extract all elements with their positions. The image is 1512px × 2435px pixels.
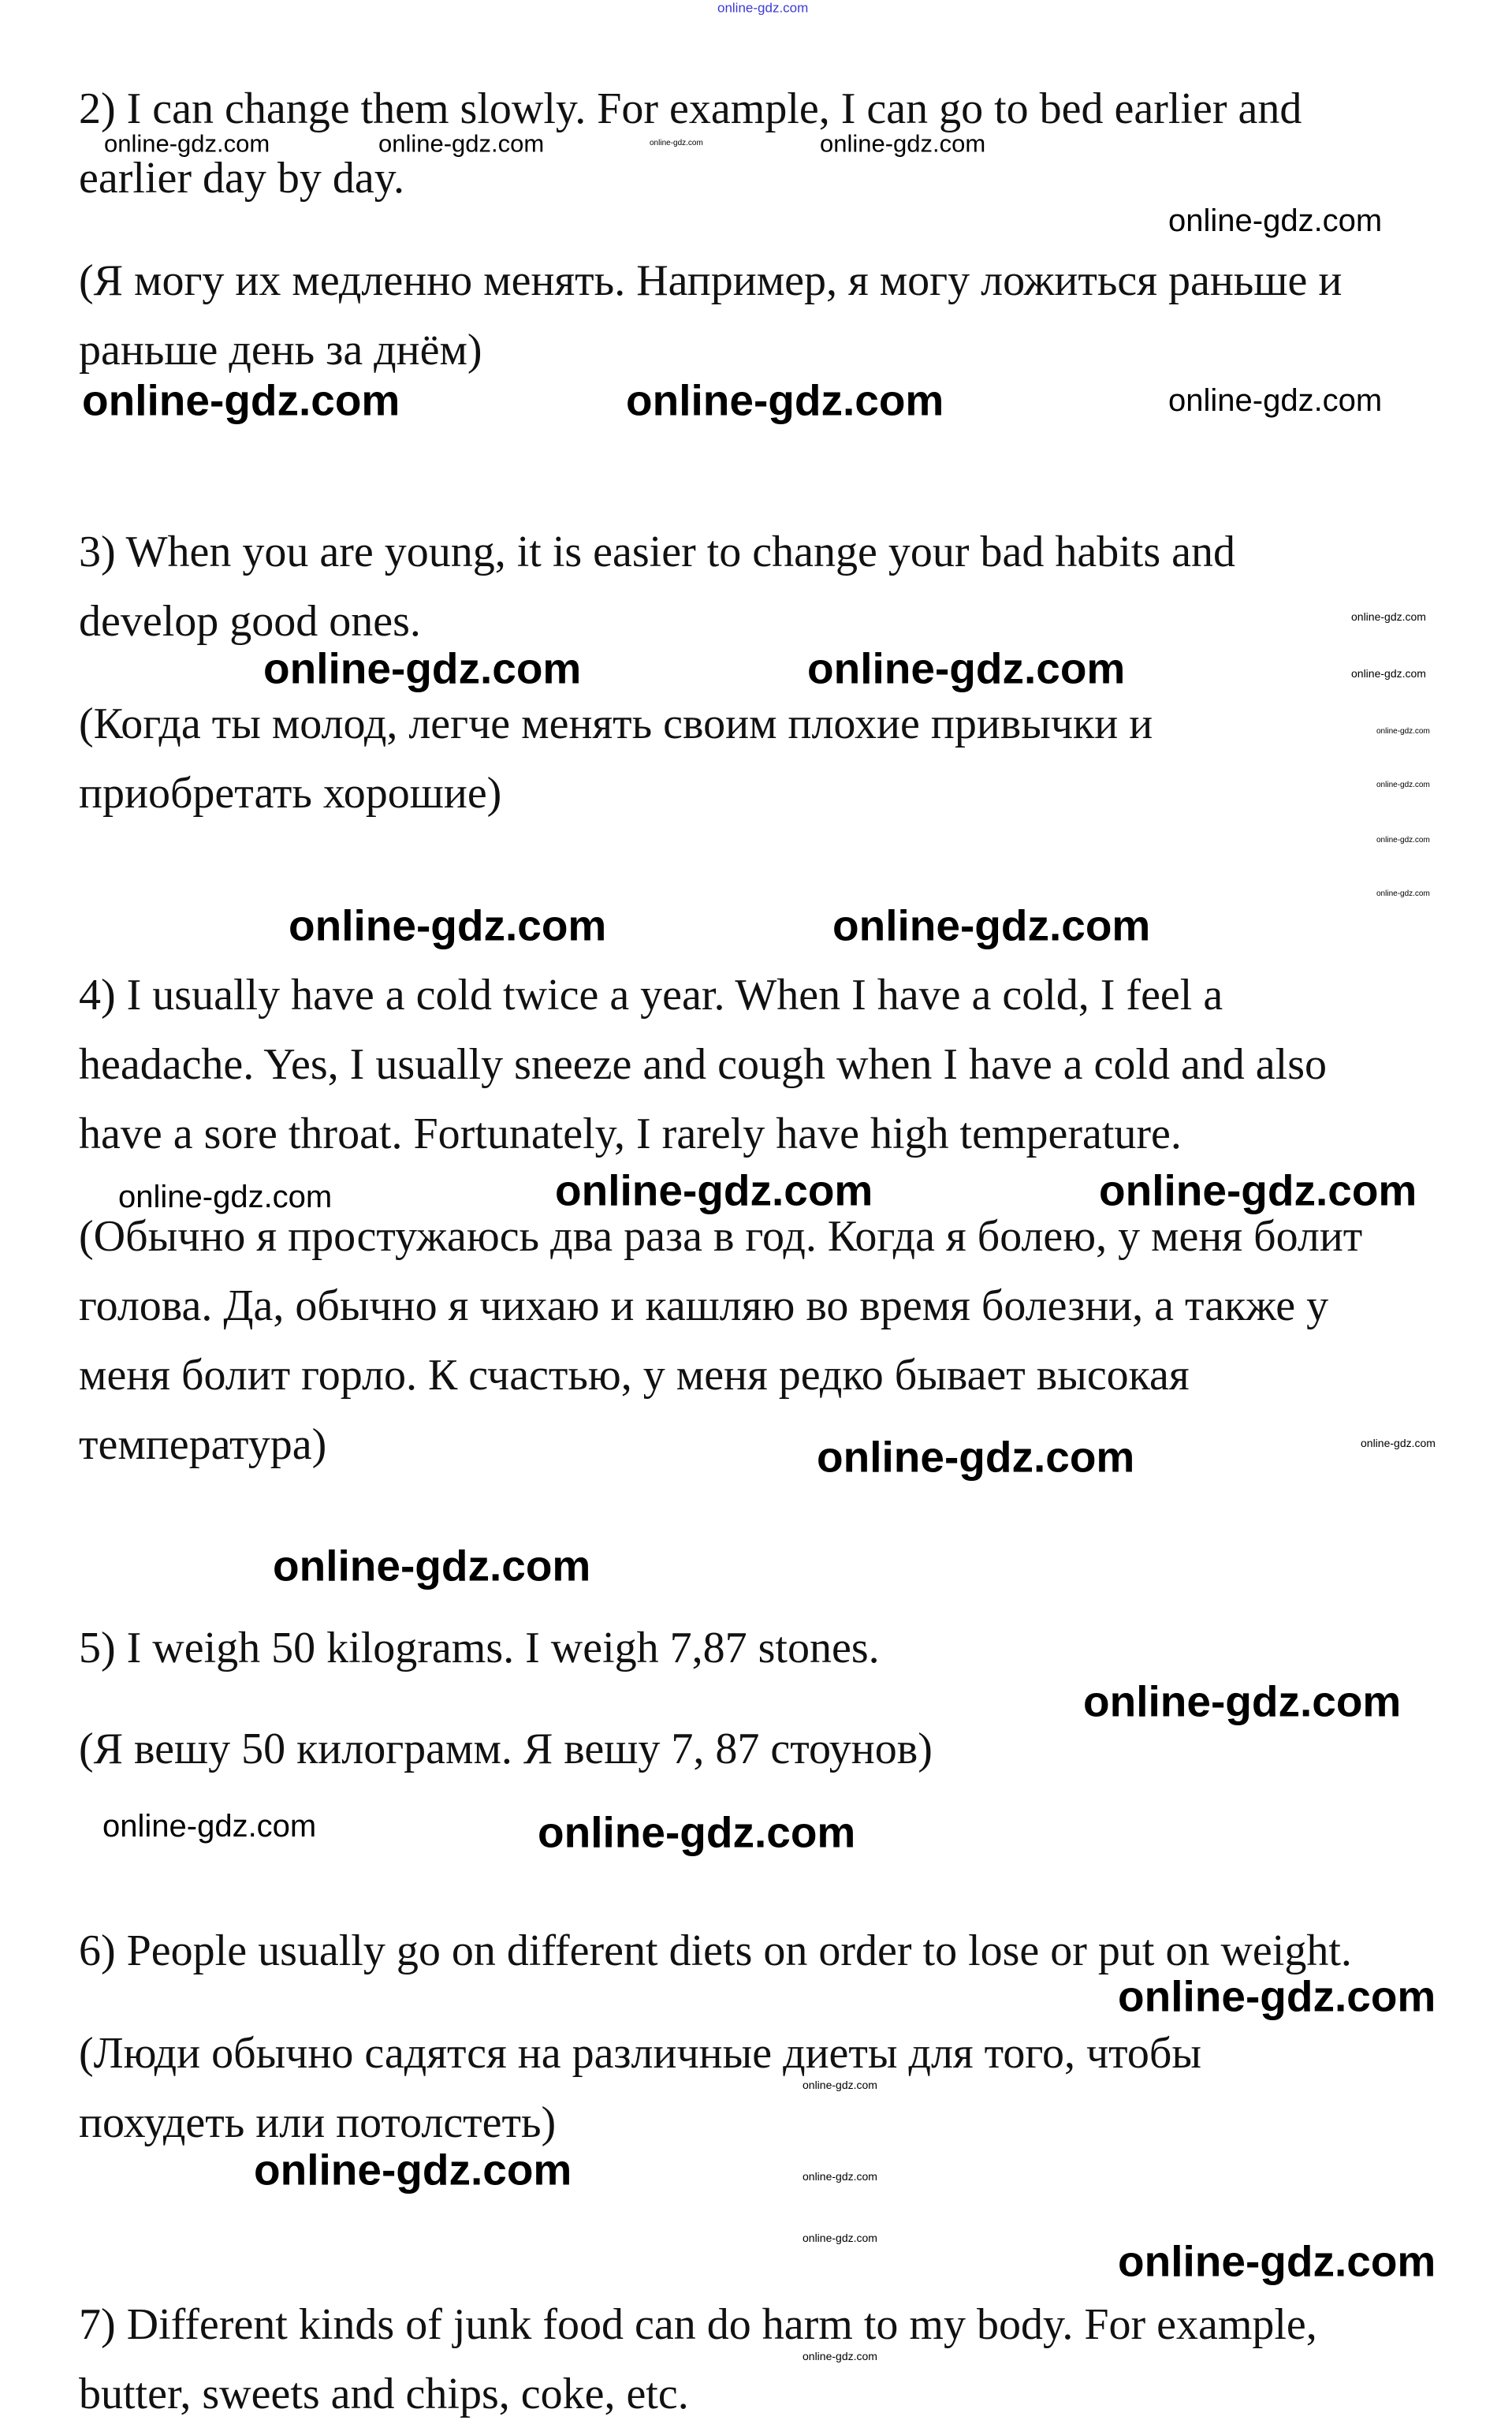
answer-4-line-3: have a sore throat. Fortunately, I rarely have high temperature. [79, 1109, 1182, 1158]
watermark: online-gdz.com [1376, 889, 1430, 898]
answer-4-translation-line-4: температура) [79, 1420, 327, 1469]
watermark: online-gdz.com [1361, 1437, 1436, 1449]
watermark: online-gdz.com [626, 375, 944, 425]
watermark: online-gdz.com [104, 129, 270, 158]
answer-2-line-2: earlier day by day. [79, 154, 405, 203]
watermark: online-gdz.com [1168, 203, 1383, 238]
watermark: online-gdz.com [1099, 1165, 1417, 1215]
watermark: online-gdz.com [118, 1180, 333, 1214]
answer-4-line-2: headache. Yes, I usually sneeze and cough when I have a cold and also [79, 1040, 1328, 1089]
watermark: online-gdz.com [1376, 836, 1430, 845]
watermark: online-gdz.com [832, 901, 1151, 950]
header-watermark: online-gdz.com [717, 0, 809, 16]
watermark: online-gdz.com [650, 139, 703, 147]
watermark: online-gdz.com [1118, 1971, 1436, 2021]
watermark: online-gdz.com [1083, 1676, 1402, 1726]
watermark: online-gdz.com [803, 2170, 877, 2183]
answer-6-line-1: 6) People usually go on different diets on order to lose or put on weight. [79, 1926, 1352, 1975]
answer-2-translation-line-2: раньше день за днём) [79, 326, 482, 375]
answer-3-translation-line-1: (Когда ты молод, легче менять своим плохие привычки и [79, 699, 1153, 748]
answer-6-translation-line-1: (Люди обычно садятся на различные диеты для того, чтобы [79, 2029, 1202, 2078]
answer-3-line-2: develop good ones. [79, 597, 421, 646]
watermark: online-gdz.com [1376, 781, 1430, 789]
answer-3-line-1: 3) When you are young, it is easier to change your bad habits and [79, 528, 1235, 576]
answer-2-translation-line-1: (Я могу их медленно менять. Например, я могу ложиться раньше и [79, 256, 1343, 305]
watermark: online-gdz.com [1376, 727, 1430, 736]
answer-5-line-1: 5) I weigh 50 kilograms. I weigh 7,87 stones. [79, 1624, 880, 1672]
watermark: online-gdz.com [803, 2232, 877, 2244]
watermark: online-gdz.com [1351, 667, 1426, 680]
watermark: online-gdz.com [820, 129, 986, 158]
watermark: online-gdz.com [803, 2079, 877, 2091]
answer-4-line-1: 4) I usually have a cold twice a year. When I have a cold, I feel a [79, 971, 1223, 1020]
watermark: online-gdz.com [254, 2145, 572, 2194]
watermark: online-gdz.com [378, 129, 545, 158]
answer-3-translation-line-2: приобретать хорошие) [79, 769, 502, 818]
watermark: online-gdz.com [538, 1807, 856, 1857]
watermark: online-gdz.com [803, 2350, 877, 2362]
answer-6-translation-line-2: похудеть или потолстеть) [79, 2098, 557, 2147]
watermark: online-gdz.com [817, 1432, 1135, 1482]
answer-4-translation-line-3: меня болит горло. К счастью, у меня редко бывает высокая [79, 1351, 1190, 1400]
watermark: online-gdz.com [1118, 2236, 1436, 2286]
watermark: online-gdz.com [1168, 383, 1383, 418]
watermark: online-gdz.com [273, 1541, 591, 1590]
watermark: online-gdz.com [555, 1165, 873, 1215]
answer-4-translation-line-2: голова. Да, обычно я чихаю и кашляю во время болезни, а также у [79, 1281, 1329, 1330]
answer-2-line-1: 2) I can change them slowly. For example, I can go to bed earlier and [79, 84, 1302, 133]
watermark: online-gdz.com [102, 1809, 317, 1844]
answer-4-translation-line-1: (Обычно я простужаюсь два раза в год. Когда я болею, у меня болит [79, 1212, 1363, 1261]
watermark: online-gdz.com [263, 643, 582, 693]
watermark: online-gdz.com [807, 643, 1126, 693]
answer-7-line-2: butter, sweets and chips, coke, etc. [79, 2370, 689, 2418]
answer-7-line-1: 7) Different kinds of junk food can do harm to my body. For example, [79, 2300, 1317, 2349]
watermark: online-gdz.com [82, 375, 400, 425]
watermark: online-gdz.com [289, 901, 607, 950]
watermark: online-gdz.com [1351, 610, 1426, 623]
answer-5-translation-line-1: (Я вешу 50 килограмм. Я вешу 7, 87 стоунов) [79, 1725, 933, 1773]
